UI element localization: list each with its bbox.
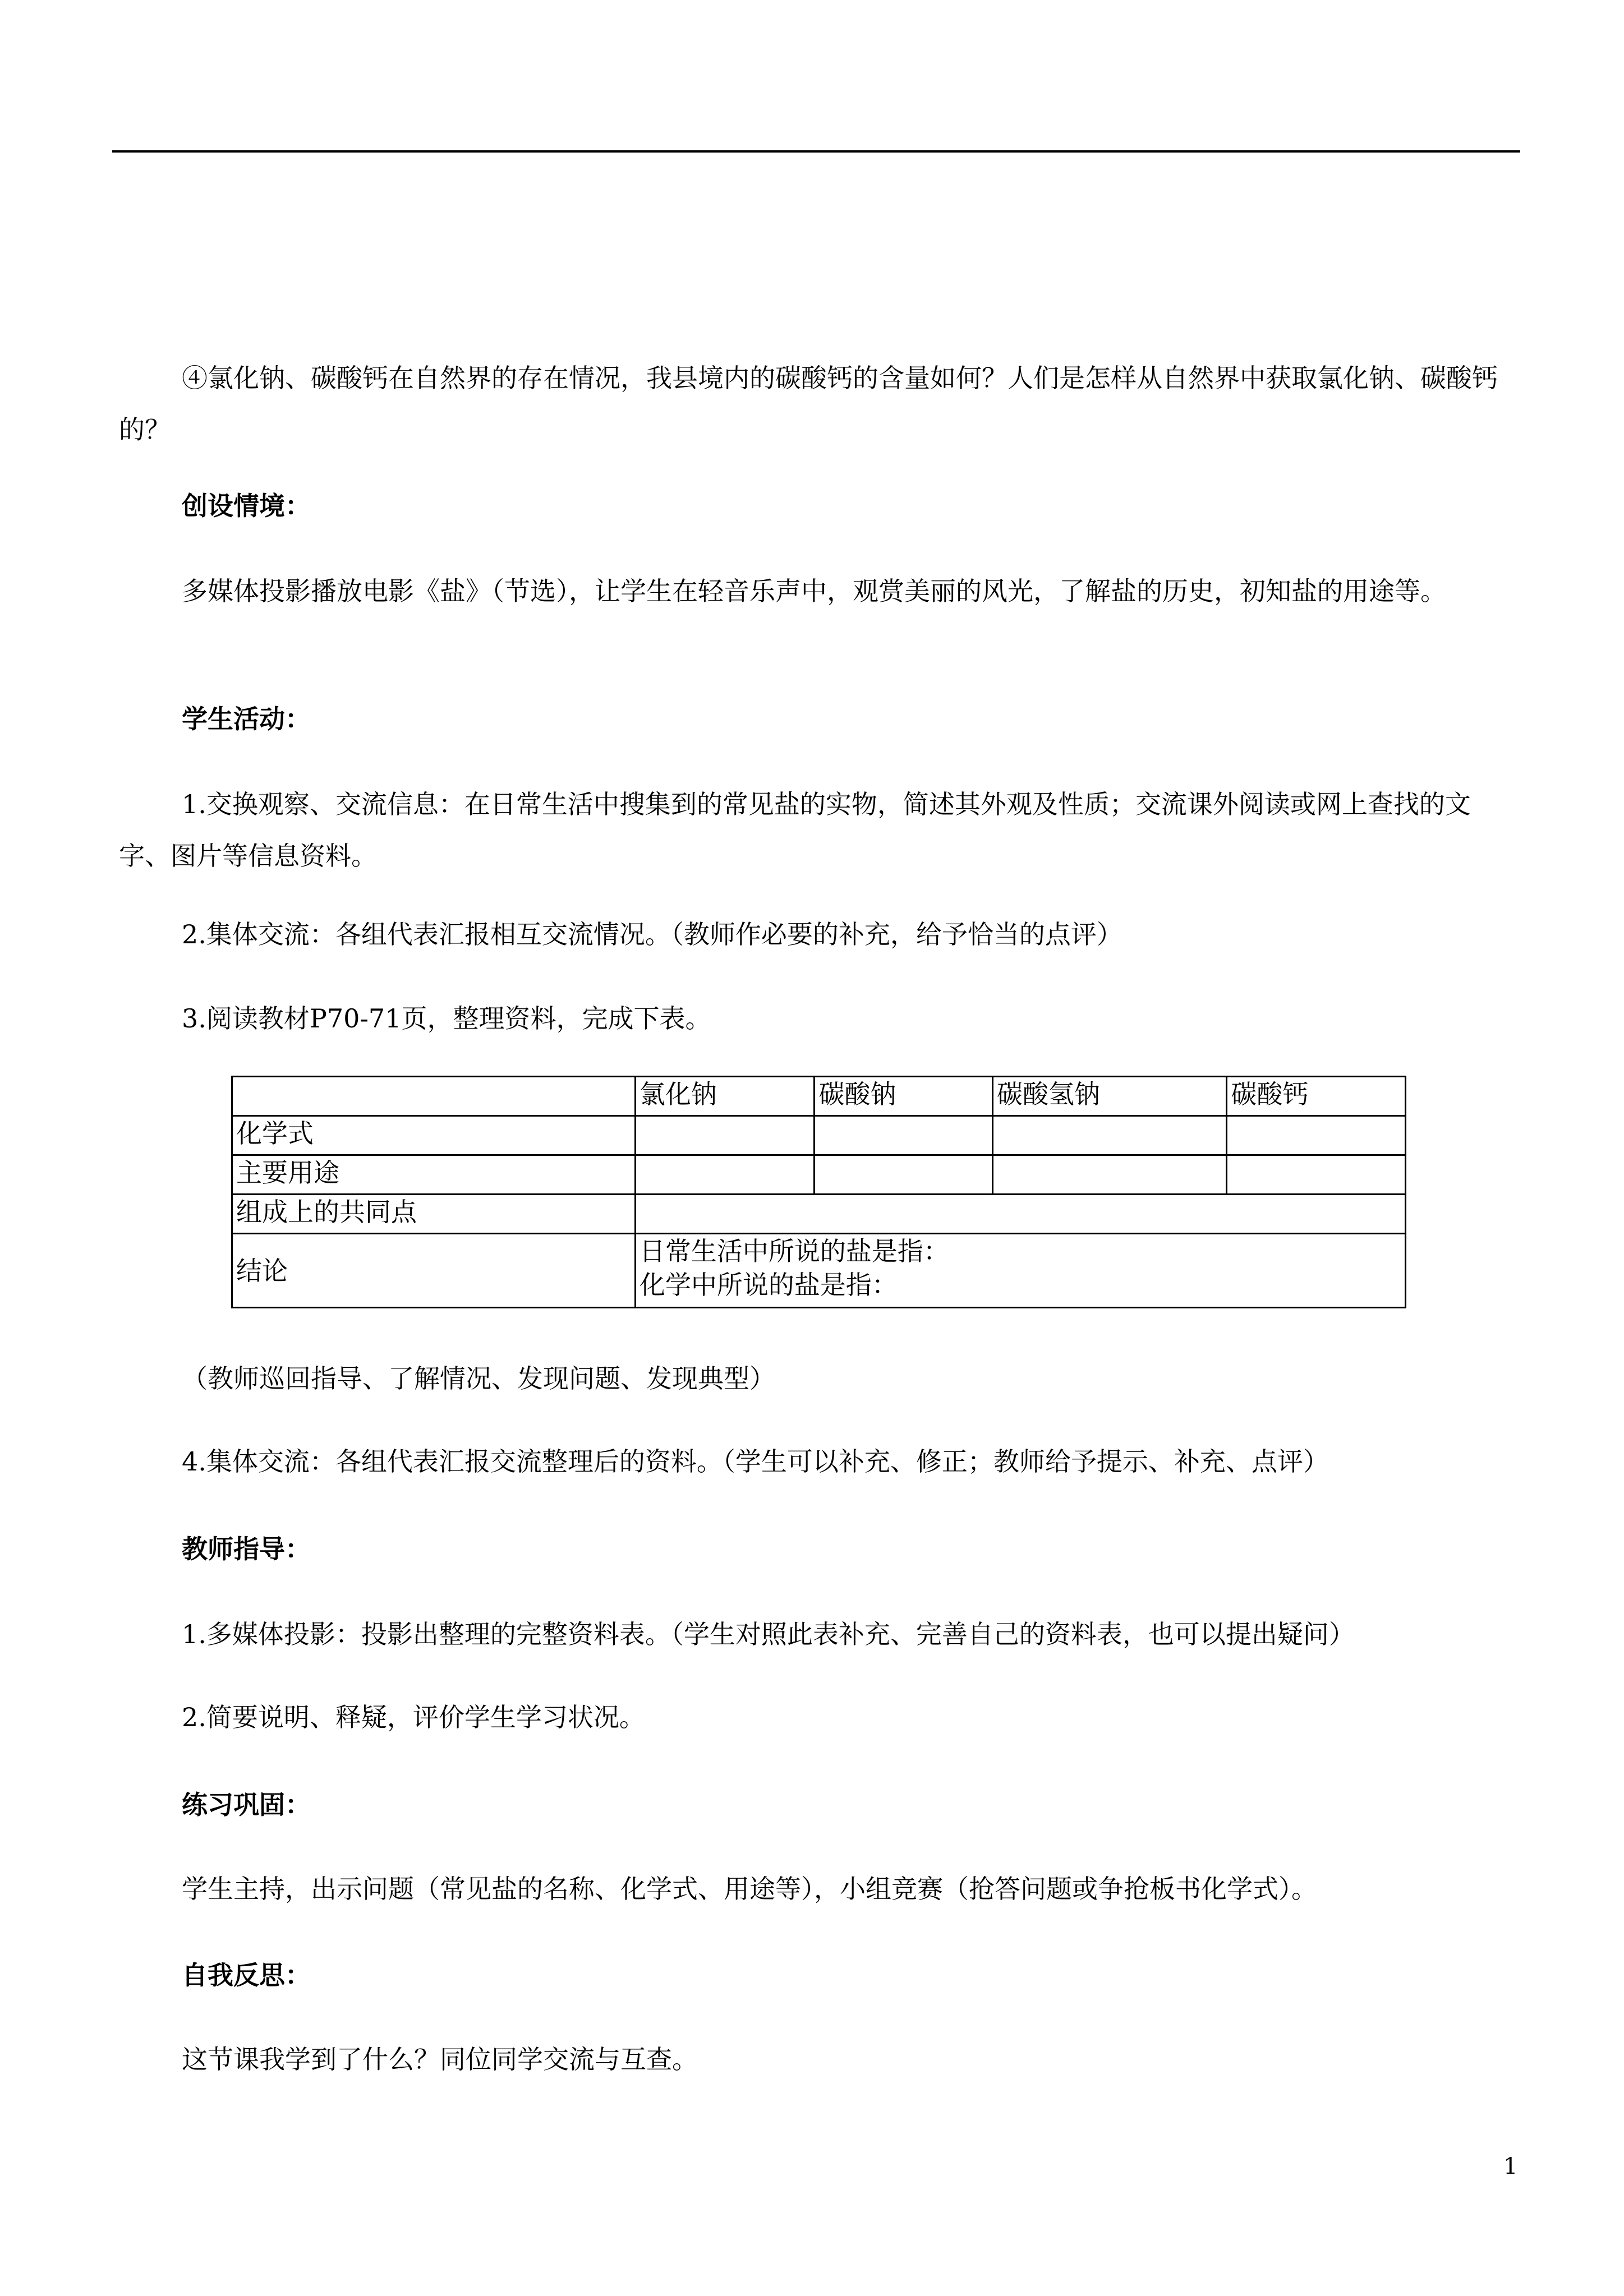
table-cell-empty xyxy=(993,1116,1227,1155)
reflection-text: 这节课我学到了什么？同位同学交流与互查。 xyxy=(182,2044,698,2074)
teacher-patrol-note: （教师巡回指导、了解情况、发现问题、发现典型） xyxy=(182,1363,775,1394)
heading-reflection: 自我反思： xyxy=(182,1960,311,1990)
table-header-cell: 碳酸钠 xyxy=(815,1077,993,1116)
heading-student-activity: 学生活动： xyxy=(182,704,311,734)
table-row-usage xyxy=(232,1155,1406,1195)
row-label-formula: 化学式 xyxy=(232,1116,636,1155)
header-rule xyxy=(112,150,1520,153)
page-number: 1 xyxy=(1503,2154,1518,2179)
table-cell-empty xyxy=(635,1155,815,1195)
student-item-1: 1.交换观察、交流信息：在日常生活中搜集到的常见盐的实物，简述其外观及性质；交流课外阅读或网上查找的文字、图片等信息资料。 xyxy=(119,789,1471,871)
row-label-conclusion: 结论 xyxy=(232,1234,636,1308)
table-header-cell: 碳酸钙 xyxy=(1227,1077,1406,1116)
heading-teacher-guidance: 教师指导： xyxy=(182,1534,311,1564)
scenario-text: 多媒体投影播放电影《盐》（节选），让学生在轻音乐声中，观赏美丽的风光，了解盐的历史，初知盐的用途等。 xyxy=(182,576,1446,606)
table-row-formula xyxy=(232,1116,1406,1155)
table-cell-empty xyxy=(815,1155,993,1195)
table-cell-empty xyxy=(993,1155,1227,1195)
intro-item-4: ④氯化钠、碳酸钙在自然界的存在情况，我县境内的碳酸钙的含量如何？人们是怎样从自然界中获取氯化钠、碳酸钙的？ xyxy=(119,363,1498,445)
salt-table xyxy=(231,1076,1406,1308)
table-row-common xyxy=(232,1195,1406,1234)
student-item-2: 2.集体交流：各组代表汇报相互交流情况。（教师作必要的补充，给予恰当的点评） xyxy=(182,919,1122,949)
table-cell-empty xyxy=(635,1116,815,1155)
table-header-cell: 碳酸氢钠 xyxy=(993,1077,1227,1116)
row-label-usage: 主要用途 xyxy=(232,1155,636,1195)
heading-scenario: 创设情境： xyxy=(182,491,311,521)
table-header-cell xyxy=(232,1077,636,1116)
heading-practice: 练习巩固： xyxy=(182,1790,311,1820)
row-label-common: 组成上的共同点 xyxy=(232,1195,636,1234)
student-item-4: 4.集体交流：各组代表汇报交流整理后的资料。（学生可以补充、修正；教师给予提示、补充、点评） xyxy=(182,1446,1329,1477)
student-item-3: 3.阅读教材P70-71页，整理资料，完成下表。 xyxy=(182,1003,711,1034)
conclusion-line-chemistry: 化学中所说的盐是指： xyxy=(639,1270,898,1300)
teacher-item-2: 2.简要说明、释疑，评价学生学习状况。 xyxy=(182,1702,645,1732)
table-cell-empty xyxy=(1227,1116,1406,1155)
table-cell-empty xyxy=(635,1195,1405,1234)
teacher-item-1: 1.多媒体投影：投影出整理的完整资料表。（学生对照此表补充、完善自己的资料表，也可以提出疑问） xyxy=(182,1619,1355,1649)
conclusion-cell xyxy=(635,1234,1405,1308)
table-header-row xyxy=(232,1077,1406,1116)
table-header-cell: 氯化钠 xyxy=(635,1077,815,1116)
table-cell-empty xyxy=(1227,1155,1406,1195)
practice-text: 学生主持，出示问题（常见盐的名称、化学式、用途等），小组竞赛（抢答问题或争抢板书化学式）。 xyxy=(182,1874,1317,1904)
table-row-conclusion xyxy=(232,1234,1406,1308)
table-cell-empty xyxy=(815,1116,993,1155)
conclusion-line-daily: 日常生活中所说的盐是指： xyxy=(639,1236,949,1266)
